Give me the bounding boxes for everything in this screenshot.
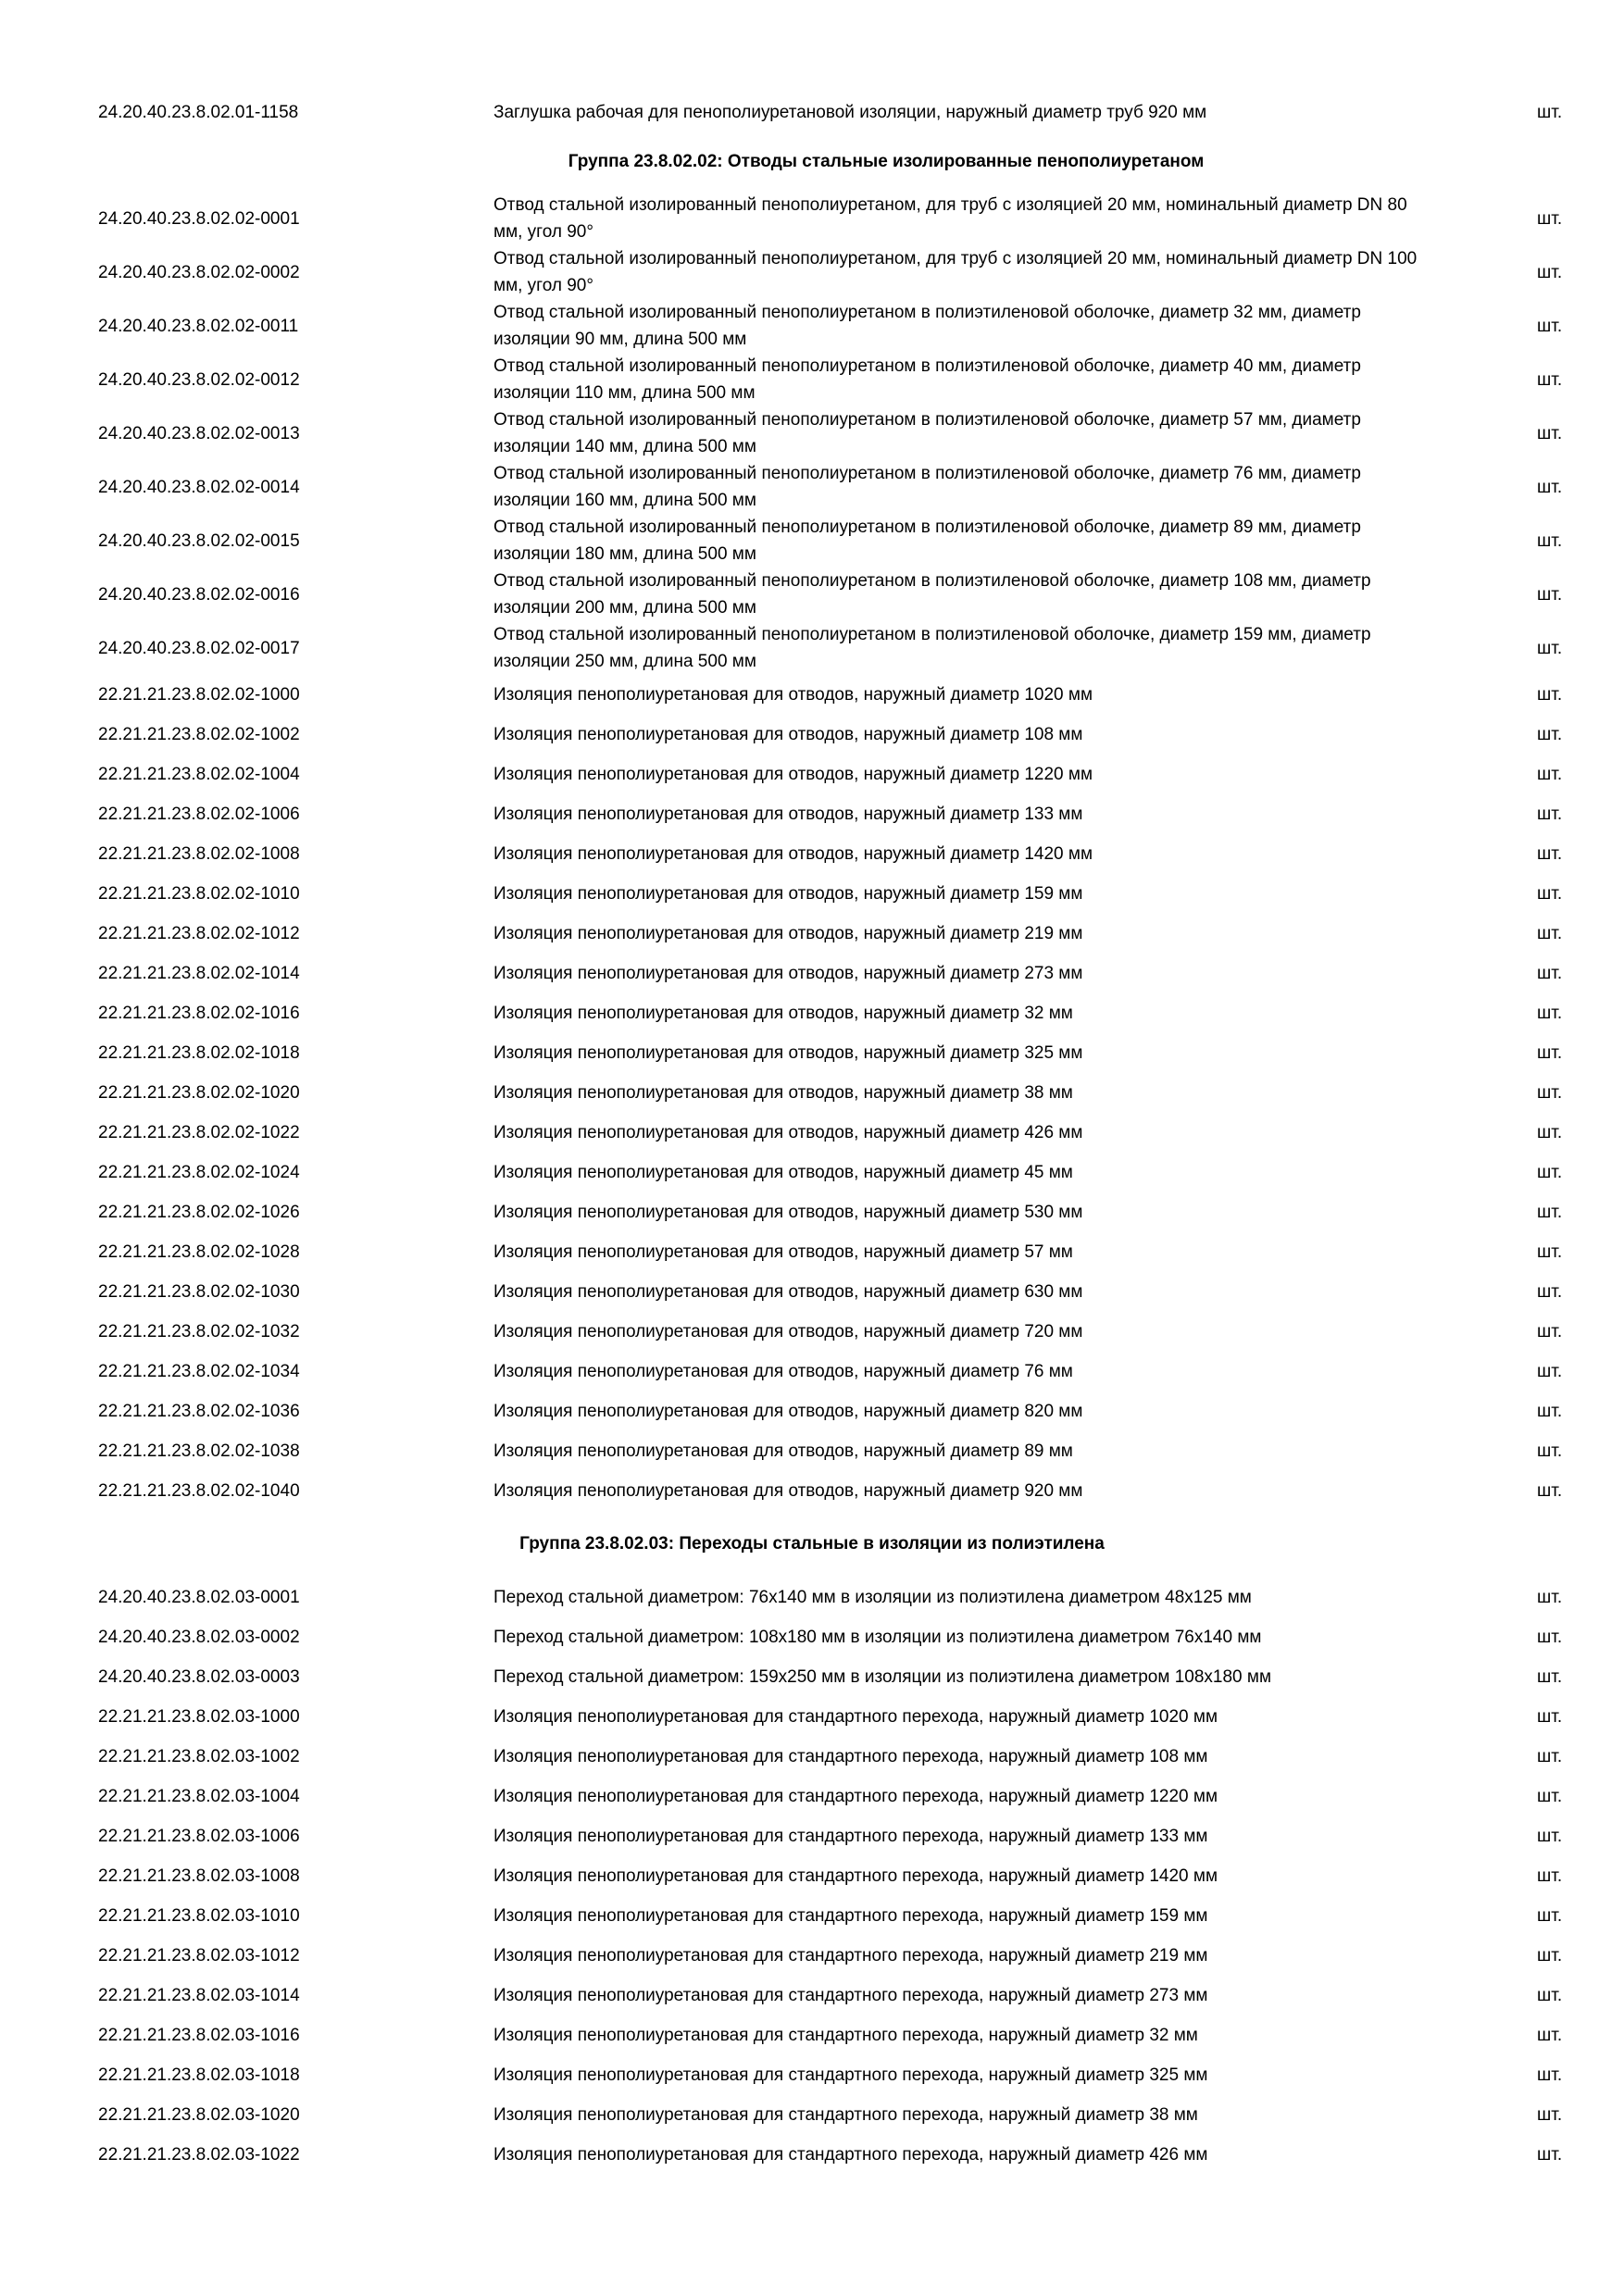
table-row: [0, 1272, 1624, 1312]
table-row: [0, 1471, 1624, 1511]
row-unit: шт.: [1537, 1402, 1563, 1421]
table-row: [0, 299, 1624, 353]
row-unit: шт.: [1537, 1707, 1563, 1727]
row-description: Переход стальной диаметром: 108x180 мм в изоляции из полиэтилена диаметром 76x140 мм: [493, 1628, 1262, 1647]
table-row: [0, 1578, 1624, 1617]
row-description: Изоляция пенополиуретановая для стандартного перехода, наружный диаметр 1020 мм: [493, 1707, 1218, 1727]
row-code: 22.21.21.23.8.02.02-1038: [98, 1441, 300, 1461]
row-unit: шт.: [1537, 477, 1563, 497]
row-code: 22.21.21.23.8.02.03-1016: [98, 2026, 300, 2045]
row-description: Изоляция пенополиуретановая для отводов, наружный диаметр 76 мм: [493, 1362, 1073, 1381]
group-header-23-8-02-02: [0, 132, 1624, 192]
row-unit: шт.: [1537, 1866, 1563, 1886]
table-row: [0, 1431, 1624, 1471]
table-row: [0, 1657, 1624, 1697]
table-row: [0, 1033, 1624, 1073]
row-description: Изоляция пенополиуретановая для отводов, наружный диаметр 630 мм: [493, 1282, 1083, 1302]
table-row: [0, 568, 1624, 621]
row-unit: шт.: [1537, 1827, 1563, 1846]
row-unit: шт.: [1537, 725, 1563, 744]
table-row: [0, 1816, 1624, 1856]
row-unit: шт.: [1537, 805, 1563, 824]
table-row: [0, 1777, 1624, 1816]
row-description: Переход стальной диаметром: 76x140 мм в изоляции из полиэтилена диаметром 48x125 мм: [493, 1588, 1252, 1607]
row-unit: шт.: [1537, 2026, 1563, 2045]
table-row: [0, 514, 1624, 568]
row-code: 24.20.40.23.8.02.02-0002: [98, 262, 300, 282]
table-row: [0, 245, 1624, 299]
row-code: 22.21.21.23.8.02.02-1016: [98, 1004, 300, 1023]
row-description: Изоляция пенополиуретановая для отводов, наружный диаметр 720 мм: [493, 1322, 1083, 1341]
row-code: 24.20.40.23.8.02.02-0016: [98, 584, 300, 605]
row-description: Изоляция пенополиуретановая для отводов, наружный диаметр 920 мм: [493, 1481, 1083, 1501]
row-unit: шт.: [1537, 262, 1563, 282]
row-code: 24.20.40.23.8.02.02-0011: [98, 316, 299, 336]
row-code: 22.21.21.23.8.02.02-1032: [98, 1322, 300, 1341]
row-unit: шт.: [1537, 1282, 1563, 1302]
row-description: Изоляция пенополиуретановая для стандартного перехода, наружный диаметр 108 мм: [493, 1747, 1208, 1766]
table-row: [0, 834, 1624, 874]
row-code: 22.21.21.23.8.02.03-1004: [98, 1787, 300, 1806]
table-row: [0, 1856, 1624, 1896]
row-code: 22.21.21.23.8.02.03-1014: [98, 1986, 300, 2005]
row-unit: шт.: [1537, 423, 1563, 443]
row-description: Изоляция пенополиуретановая для отводов, наружный диаметр 273 мм: [493, 964, 1083, 983]
row-code: 22.21.21.23.8.02.02-1022: [98, 1123, 300, 1142]
row-code: 22.21.21.23.8.02.02-1018: [98, 1043, 300, 1063]
group-header-23-8-02-03: [0, 1511, 1624, 1578]
row-unit: шт.: [1537, 1362, 1563, 1381]
row-unit: шт.: [1537, 1787, 1563, 1806]
row-unit: шт.: [1537, 1747, 1563, 1766]
row-code: 22.21.21.23.8.02.02-1004: [98, 765, 300, 784]
row-code: 22.21.21.23.8.02.02-1000: [98, 685, 300, 705]
row-unit: шт.: [1537, 1242, 1563, 1262]
table-row: [0, 954, 1624, 993]
row-description: Изоляция пенополиуретановая для отводов, наружный диаметр 38 мм: [493, 1083, 1073, 1103]
table-row: [0, 93, 1624, 132]
table-row: [0, 715, 1624, 755]
row-description: Отвод стальной изолированный пенополиуретаном в полиэтиленовой оболочке, диаметр 40 мм, диаметр изоляции 110 мм, длина 500 мм: [493, 356, 1361, 403]
table-row: [0, 874, 1624, 914]
row-description: Изоляция пенополиуретановая для отводов, наружный диаметр 820 мм: [493, 1402, 1083, 1421]
row-description: Изоляция пенополиуретановая для стандартного перехода, наружный диаметр 273 мм: [493, 1986, 1208, 2005]
table-row: [0, 1192, 1624, 1232]
row-code: 22.21.21.23.8.02.03-1006: [98, 1827, 300, 1846]
row-unit: шт.: [1537, 1667, 1563, 1687]
row-code: 24.20.40.23.8.02.03-0001: [98, 1588, 300, 1607]
row-description: Изоляция пенополиуретановая для отводов, наружный диаметр 89 мм: [493, 1441, 1073, 1461]
row-code: 22.21.21.23.8.02.02-1006: [98, 805, 300, 824]
row-description: Изоляция пенополиуретановая для стандартного перехода, наружный диаметр 159 мм: [493, 1906, 1208, 1926]
row-description: Отвод стальной изолированный пенополиуретаном в полиэтиленовой оболочке, диаметр 76 мм, диаметр изоляции 160 мм, длина 500 мм: [493, 464, 1361, 510]
row-unit: шт.: [1537, 1123, 1563, 1142]
row-code: 22.21.21.23.8.02.02-1010: [98, 884, 300, 904]
row-unit: шт.: [1537, 765, 1563, 784]
table-row: [0, 192, 1624, 245]
table-row: [0, 1232, 1624, 1272]
row-code: 22.21.21.23.8.02.02-1002: [98, 725, 300, 744]
row-unit: шт.: [1537, 208, 1563, 229]
row-code: 24.20.40.23.8.02.03-0003: [98, 1667, 300, 1687]
table-row: [0, 914, 1624, 954]
table-section-top: [0, 93, 1624, 132]
row-unit: шт.: [1537, 2105, 1563, 2125]
row-code: 22.21.21.23.8.02.02-1014: [98, 964, 300, 983]
row-description: Изоляция пенополиуретановая для стандартного перехода, наружный диаметр 38 мм: [493, 2105, 1198, 2125]
row-description: Изоляция пенополиуретановая для стандартного перехода, наружный диаметр 219 мм: [493, 1946, 1208, 1965]
table-row: [0, 1976, 1624, 2015]
row-description: Изоляция пенополиуретановая для стандартного перехода, наружный диаметр 426 мм: [493, 2145, 1208, 2165]
row-unit: шт.: [1537, 1588, 1563, 1607]
row-description: Изоляция пенополиуретановая для стандартного перехода, наружный диаметр 1420 мм: [493, 1866, 1218, 1886]
row-code: 24.20.40.23.8.02.02-0015: [98, 530, 300, 551]
row-description: Изоляция пенополиуретановая для отводов, наружный диаметр 1220 мм: [493, 765, 1093, 784]
row-description: Отвод стальной изолированный пенополиуретаном в полиэтиленовой оболочке, диаметр 32 мм, диаметр изоляции 90 мм, длина 500 мм: [493, 303, 1361, 349]
row-code: 22.21.21.23.8.02.03-1010: [98, 1906, 300, 1926]
row-unit: шт.: [1537, 1946, 1563, 1965]
group-title: Группа 23.8.02.03: Переходы стальные в изоляции из полиэтилена: [519, 1534, 1105, 1554]
table-row: [0, 794, 1624, 834]
row-code: 24.20.40.23.8.02.02-0013: [98, 423, 300, 443]
row-code: 22.21.21.23.8.02.02-1024: [98, 1163, 300, 1182]
table-row: [0, 2095, 1624, 2135]
row-unit: шт.: [1537, 1481, 1563, 1501]
row-code: 24.20.40.23.8.02.02-0017: [98, 638, 300, 658]
row-description: Изоляция пенополиуретановая для отводов, наружный диаметр 530 мм: [493, 1203, 1083, 1222]
row-unit: шт.: [1537, 1628, 1563, 1647]
row-unit: шт.: [1537, 1203, 1563, 1222]
table-row: [0, 621, 1624, 675]
table-row: [0, 353, 1624, 406]
row-code: 24.20.40.23.8.02.02-0012: [98, 369, 300, 390]
row-unit: шт.: [1537, 1906, 1563, 1926]
table-row: [0, 1896, 1624, 1936]
table-row: [0, 1617, 1624, 1657]
row-description: Отвод стальной изолированный пенополиуретаном в полиэтиленовой оболочке, диаметр 57 мм, диаметр изоляции 140 мм, длина 500 мм: [493, 410, 1361, 456]
row-code: 22.21.21.23.8.02.03-1022: [98, 2145, 300, 2165]
row-code: 22.21.21.23.8.02.02-1040: [98, 1481, 300, 1501]
row-unit: шт.: [1537, 924, 1563, 943]
table-row: [0, 1936, 1624, 1976]
row-unit: шт.: [1537, 530, 1563, 551]
table-row: [0, 1153, 1624, 1192]
row-description: Отвод стальной изолированный пенополиуретаном в полиэтиленовой оболочке, диаметр 108 мм, диаметр изоляции 200 мм, длина 500 мм: [493, 571, 1371, 618]
row-code: 22.21.21.23.8.02.02-1020: [98, 1083, 300, 1103]
row-code: 24.20.40.23.8.02.03-0002: [98, 1628, 300, 1647]
row-code: 24.20.40.23.8.02.02-0001: [98, 208, 300, 229]
row-unit: шт.: [1537, 2065, 1563, 2085]
table-row: [0, 460, 1624, 514]
row-description: Изоляция пенополиуретановая для стандартного перехода, наружный диаметр 325 мм: [493, 2065, 1208, 2085]
row-unit: шт.: [1537, 1004, 1563, 1023]
row-unit: шт.: [1537, 1986, 1563, 2005]
row-description: Изоляция пенополиуретановая для отводов, наружный диаметр 32 мм: [493, 1004, 1073, 1023]
row-unit: шт.: [1537, 584, 1563, 605]
row-description: Изоляция пенополиуретановая для отводов, наружный диаметр 45 мм: [493, 1163, 1073, 1182]
table-row: [0, 755, 1624, 794]
table-section-group-23-8-02-03: [0, 1578, 1624, 2175]
row-code: 24.20.40.23.8.02.01-1158: [98, 103, 299, 122]
row-code: 22.21.21.23.8.02.02-1034: [98, 1362, 300, 1381]
table-row: [0, 406, 1624, 460]
row-code: 24.20.40.23.8.02.02-0014: [98, 477, 300, 497]
row-unit: шт.: [1537, 369, 1563, 390]
row-description: Изоляция пенополиуретановая для стандартного перехода, наружный диаметр 32 мм: [493, 2026, 1198, 2045]
row-description: Изоляция пенополиуретановая для отводов, наружный диаметр 57 мм: [493, 1242, 1073, 1262]
row-description: Переход стальной диаметром: 159x250 мм в изоляции из полиэтилена диаметром 108x180 мм: [493, 1667, 1272, 1687]
row-unit: шт.: [1537, 1083, 1563, 1103]
row-code: 22.21.21.23.8.02.02-1012: [98, 924, 300, 943]
row-unit: шт.: [1537, 316, 1563, 336]
row-description: Изоляция пенополиуретановая для отводов, наружный диаметр 1020 мм: [493, 685, 1093, 705]
row-unit: шт.: [1537, 2145, 1563, 2165]
row-description: Отвод стальной изолированный пенополиуретаном, для труб с изоляцией 20 мм, номинальный диаметр DN 100 мм, угол 90°: [493, 249, 1418, 295]
table-row: [0, 2015, 1624, 2055]
table-row: [0, 1113, 1624, 1153]
table-row: [0, 1073, 1624, 1113]
table-section-group-23-8-02-02: [0, 192, 1624, 1511]
row-description: Изоляция пенополиуретановая для отводов, наружный диаметр 219 мм: [493, 924, 1083, 943]
table-row: [0, 1312, 1624, 1352]
row-description: Изоляция пенополиуретановая для стандартного перехода, наружный диаметр 133 мм: [493, 1827, 1208, 1846]
row-unit: шт.: [1537, 103, 1563, 122]
table-row: [0, 2055, 1624, 2095]
row-unit: шт.: [1537, 1163, 1563, 1182]
row-description: Изоляция пенополиуретановая для отводов, наружный диаметр 1420 мм: [493, 844, 1093, 864]
row-description: Отвод стальной изолированный пенополиуретаном, для труб с изоляцией 20 мм, номинальный диаметр DN 80 мм, угол 90°: [493, 195, 1407, 242]
row-code: 22.21.21.23.8.02.02-1030: [98, 1282, 300, 1302]
row-unit: шт.: [1537, 844, 1563, 864]
row-unit: шт.: [1537, 1043, 1563, 1063]
group-title: Группа 23.8.02.02: Отводы стальные изолированные пенополиуретаном: [568, 152, 1205, 171]
table-row: [0, 1391, 1624, 1431]
table-row: [0, 993, 1624, 1033]
row-unit: шт.: [1537, 964, 1563, 983]
table-row: [0, 2135, 1624, 2175]
row-code: 22.21.21.23.8.02.03-1002: [98, 1747, 300, 1766]
document-page: [0, 93, 1624, 2175]
row-description: Изоляция пенополиуретановая для стандартного перехода, наружный диаметр 1220 мм: [493, 1787, 1218, 1806]
row-description: Заглушка рабочая для пенополиуретановой изоляции, наружный диаметр труб 920 мм: [493, 103, 1207, 122]
row-code: 22.21.21.23.8.02.03-1020: [98, 2105, 300, 2125]
table-row: [0, 1352, 1624, 1391]
row-description: Отвод стальной изолированный пенополиуретаном в полиэтиленовой оболочке, диаметр 89 мм, диаметр изоляции 180 мм, длина 500 мм: [493, 518, 1361, 564]
row-unit: шт.: [1537, 638, 1563, 658]
row-unit: шт.: [1537, 884, 1563, 904]
row-code: 22.21.21.23.8.02.02-1028: [98, 1242, 300, 1262]
row-code: 22.21.21.23.8.02.02-1036: [98, 1402, 300, 1421]
row-description: Изоляция пенополиуретановая для отводов, наружный диаметр 325 мм: [493, 1043, 1083, 1063]
row-unit: шт.: [1537, 1441, 1563, 1461]
table-row: [0, 1697, 1624, 1737]
table-row: [0, 1737, 1624, 1777]
row-unit: шт.: [1537, 685, 1563, 705]
row-code: 22.21.21.23.8.02.02-1026: [98, 1203, 300, 1222]
row-description: Изоляция пенополиуретановая для отводов, наружный диаметр 426 мм: [493, 1123, 1083, 1142]
row-description: Изоляция пенополиуретановая для отводов, наружный диаметр 108 мм: [493, 725, 1083, 744]
row-description: Изоляция пенополиуретановая для отводов, наружный диаметр 159 мм: [493, 884, 1083, 904]
row-code: 22.21.21.23.8.02.02-1008: [98, 844, 300, 864]
row-description: Изоляция пенополиуретановая для отводов, наружный диаметр 133 мм: [493, 805, 1083, 824]
row-code: 22.21.21.23.8.02.03-1008: [98, 1866, 300, 1886]
row-code: 22.21.21.23.8.02.03-1012: [98, 1946, 300, 1965]
row-description: Отвод стальной изолированный пенополиуретаном в полиэтиленовой оболочке, диаметр 159 мм, диаметр изоляции 250 мм, длина 500 мм: [493, 625, 1371, 671]
row-code: 22.21.21.23.8.02.03-1018: [98, 2065, 300, 2085]
table-row: [0, 675, 1624, 715]
row-code: 22.21.21.23.8.02.03-1000: [98, 1707, 300, 1727]
row-unit: шт.: [1537, 1322, 1563, 1341]
